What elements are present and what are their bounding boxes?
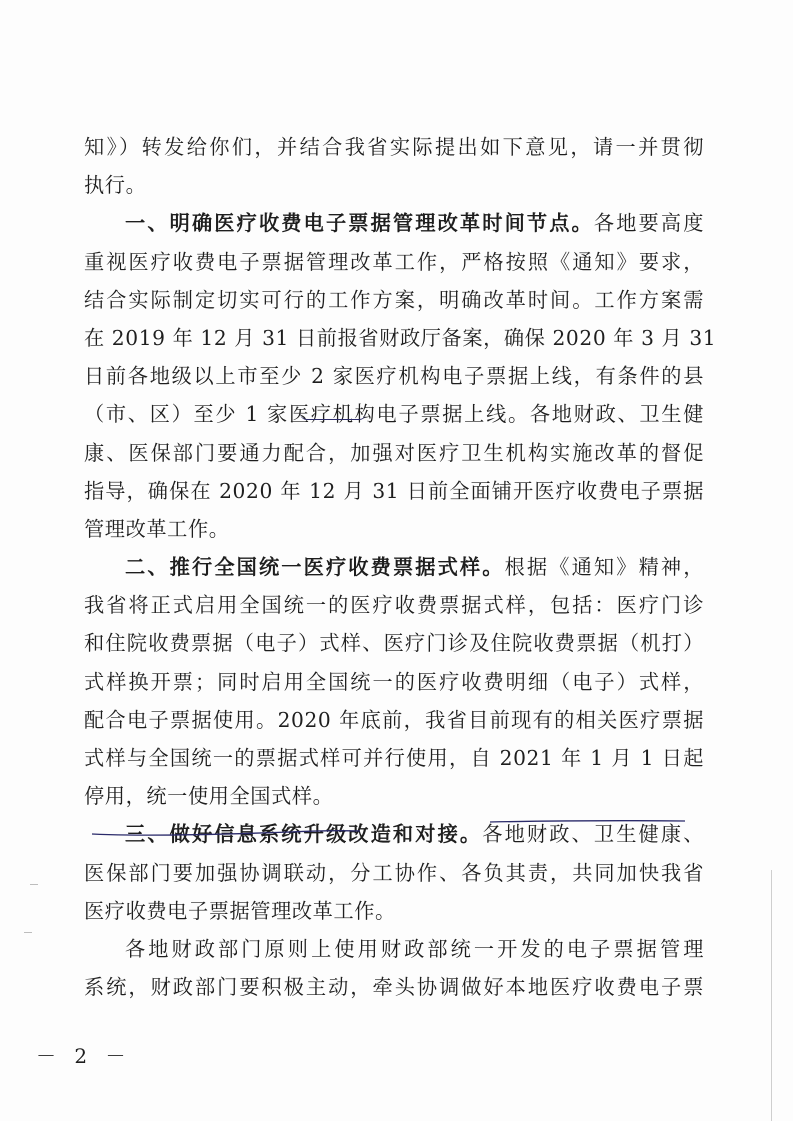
text-line: 式样换开票；同时启用全国统一的医疗收费明细（电子）式样， (84, 669, 704, 694)
page-number: － 2 － (36, 1044, 132, 1068)
section-2-first-line (84, 548, 704, 586)
handwritten-underline (90, 820, 700, 840)
section-2-heading: 二、推行全国统一医疗收费票据式样。 (125, 555, 505, 580)
text-line: 执行。 (84, 173, 147, 198)
text-line: 医疗收费电子票据管理改革工作。 (84, 898, 396, 923)
document-body (84, 128, 717, 1006)
scan-speck (24, 932, 32, 933)
handwritten-underline (300, 413, 366, 420)
text-line: 式样与全国统一的票据式样可并行使用，自 2021 年 1 月 1 日起 (84, 746, 704, 770)
section-1-text: 各地要高度 (593, 211, 704, 236)
text-line: 配合电子票据使用。2020 年底前，我省目前现有的相关医疗票据 (84, 707, 704, 732)
text-line: 结合实际制定切实可行的工作方案，明确改革时间。工作方案需 (84, 287, 704, 312)
text-line: 各地财政部门原则上使用财政部统一开发的电子票据管理 (125, 936, 704, 961)
text-line: 日前各地级以上市至少 2 家医疗机构电子票据上线，有条件的县 (84, 364, 704, 389)
text-line: 知》）转发给你们，并结合我省实际提出如下意见，请一并贯彻 (84, 135, 704, 159)
section-3-heading: 三、做好信息系统升级改造和对接。 (125, 822, 483, 847)
text-line: 在 2019 年 12 月 31 日前报省财政厅备案，确保 2020 年 3 月 31 (84, 325, 717, 350)
text-line: 我省将正式启用全国统一的医疗收费票据式样，包括：医疗门诊 (84, 593, 704, 618)
text-line: 系统，财政部门要积极主动，牵头协调做好本地医疗收费电子票 (84, 975, 704, 1000)
text-line: 管理改革工作。 (84, 516, 230, 541)
section-3-text: 各地财政、卫生健康、 (482, 822, 704, 847)
text-line: 和住院收费票据（电子）式样、医疗门诊及住院收费票据（机打） (84, 631, 704, 656)
text-line: 停用，统一使用全国式样。 (84, 784, 334, 809)
section-1-first-line (84, 204, 704, 242)
text-line: （市、区）至少 1 家医疗机构电子票据上线。各地财政、卫生健 (84, 402, 704, 427)
text-line: 重视医疗收费电子票据管理改革工作，严格按照《通知》要求， (84, 249, 704, 274)
section-2-text: 根据《通知》精神， (504, 555, 705, 580)
text-line: 医保部门要加强协调联动，分工协作、各负其责，共同加快我省 (84, 860, 704, 885)
text-line: 指导，确保在 2020 年 12 月 31 日前全面铺开医疗收费电子票据 (84, 478, 704, 503)
scan-speck (30, 884, 38, 885)
scan-edge-line (771, 870, 772, 1121)
text-line: 康、医保部门要通力配合，加强对医疗卫生机构实施改革的督促 (84, 440, 704, 465)
section-1-heading: 一、明确医疗收费电子票据管理改革时间节点。 (125, 211, 594, 236)
